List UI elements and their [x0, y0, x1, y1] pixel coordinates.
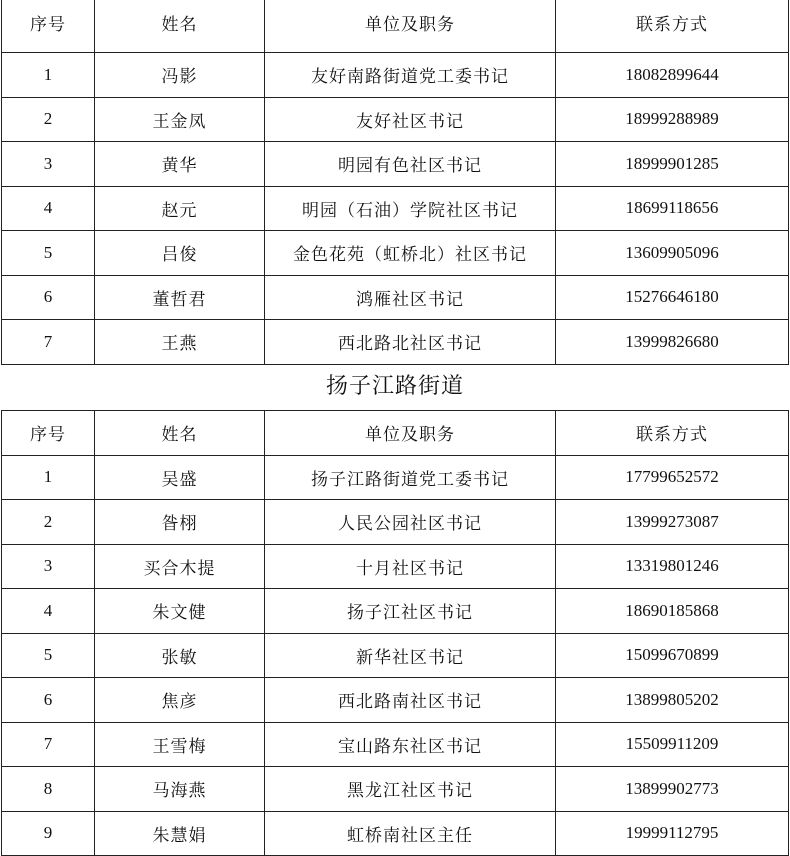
header-index: 序号 — [2, 411, 95, 456]
table-row — [2, 544, 789, 589]
row-phone: 18999288989 — [556, 97, 789, 142]
row-phone: 13899902773 — [556, 767, 789, 812]
table-header-row — [2, 411, 789, 456]
row-position: 西北路北社区书记 — [265, 320, 556, 365]
table-row — [2, 231, 789, 276]
row-phone: 18082899644 — [556, 53, 789, 98]
table-body — [2, 0, 789, 364]
row-phone: 18699118656 — [556, 186, 789, 231]
row-index: 2 — [2, 500, 95, 545]
section-title-yangzijiang: 扬子江路街道 — [325, 374, 464, 399]
contact-table-top — [1, 0, 789, 365]
row-phone: 13319801246 — [556, 544, 789, 589]
header-name: 姓名 — [95, 411, 265, 456]
row-name: 张敏 — [95, 633, 265, 678]
row-position: 明园（石油）学院社区书记 — [265, 186, 556, 231]
table-row — [2, 275, 789, 320]
row-index: 8 — [2, 767, 95, 812]
table-row — [2, 767, 789, 812]
row-phone: 13899805202 — [556, 678, 789, 723]
header-contact: 联系方式 — [556, 0, 789, 53]
row-name: 王燕 — [95, 320, 265, 365]
row-index: 6 — [2, 678, 95, 723]
row-index: 4 — [2, 186, 95, 231]
row-name: 吕俊 — [95, 231, 265, 276]
header-name: 姓名 — [95, 0, 265, 53]
table-row — [2, 589, 789, 634]
table-row — [2, 811, 789, 856]
row-index: 1 — [2, 53, 95, 98]
row-name: 马海燕 — [95, 767, 265, 812]
row-index: 5 — [2, 633, 95, 678]
row-phone: 13999826680 — [556, 320, 789, 365]
table-row — [2, 320, 789, 365]
row-position: 友好南路街道党工委书记 — [265, 53, 556, 98]
table-row — [2, 186, 789, 231]
row-name: 朱慧娟 — [95, 811, 265, 856]
row-name: 焦彦 — [95, 678, 265, 723]
row-phone: 15276646180 — [556, 275, 789, 320]
row-index: 4 — [2, 589, 95, 634]
row-phone: 18999901285 — [556, 142, 789, 187]
row-phone: 15509911209 — [556, 722, 789, 767]
row-phone: 13999273087 — [556, 500, 789, 545]
row-index: 6 — [2, 275, 95, 320]
row-phone: 18690185868 — [556, 589, 789, 634]
row-index: 7 — [2, 320, 95, 365]
row-position: 新华社区书记 — [265, 633, 556, 678]
table-header-row — [2, 0, 789, 53]
row-phone: 15099670899 — [556, 633, 789, 678]
row-position: 虹桥南社区主任 — [265, 811, 556, 856]
row-position: 金色花苑（虹桥北）社区书记 — [265, 231, 556, 276]
row-index: 1 — [2, 455, 95, 500]
table-row — [2, 678, 789, 723]
row-position: 黑龙江社区书记 — [265, 767, 556, 812]
row-position: 人民公园社区书记 — [265, 500, 556, 545]
row-position: 宝山路东社区书记 — [265, 722, 556, 767]
row-name: 赵元 — [95, 186, 265, 231]
header-position: 单位及职务 — [265, 0, 556, 53]
row-name: 黄华 — [95, 142, 265, 187]
row-index: 5 — [2, 231, 95, 276]
row-name: 买合木提 — [95, 544, 265, 589]
header-position: 单位及职务 — [265, 411, 556, 456]
table-body — [2, 411, 789, 856]
row-position: 友好社区书记 — [265, 97, 556, 142]
row-position: 明园有色社区书记 — [265, 142, 556, 187]
row-position: 扬子江路街道党工委书记 — [265, 455, 556, 500]
row-index: 3 — [2, 544, 95, 589]
row-index: 3 — [2, 142, 95, 187]
row-name: 王金凤 — [95, 97, 265, 142]
row-phone: 13609905096 — [556, 231, 789, 276]
row-name: 冯影 — [95, 53, 265, 98]
table-row — [2, 722, 789, 767]
row-position: 十月社区书记 — [265, 544, 556, 589]
row-index: 2 — [2, 97, 95, 142]
row-name: 朱文健 — [95, 589, 265, 634]
row-phone: 17799652572 — [556, 455, 789, 500]
row-position: 扬子江社区书记 — [265, 589, 556, 634]
row-position: 鸿雁社区书记 — [265, 275, 556, 320]
row-name: 王雪梅 — [95, 722, 265, 767]
row-name: 董哲君 — [95, 275, 265, 320]
row-index: 9 — [2, 811, 95, 856]
contact-table-yangzijiang — [1, 410, 789, 856]
row-index: 7 — [2, 722, 95, 767]
table-row — [2, 97, 789, 142]
table-row — [2, 53, 789, 98]
row-name: 吴盛 — [95, 455, 265, 500]
table-row — [2, 633, 789, 678]
row-phone: 19999112795 — [556, 811, 789, 856]
table-row — [2, 455, 789, 500]
row-position: 西北路南社区书记 — [265, 678, 556, 723]
header-index: 序号 — [2, 0, 95, 53]
header-contact: 联系方式 — [556, 411, 789, 456]
table-row — [2, 142, 789, 187]
table-row — [2, 500, 789, 545]
row-name: 昝栩 — [95, 500, 265, 545]
